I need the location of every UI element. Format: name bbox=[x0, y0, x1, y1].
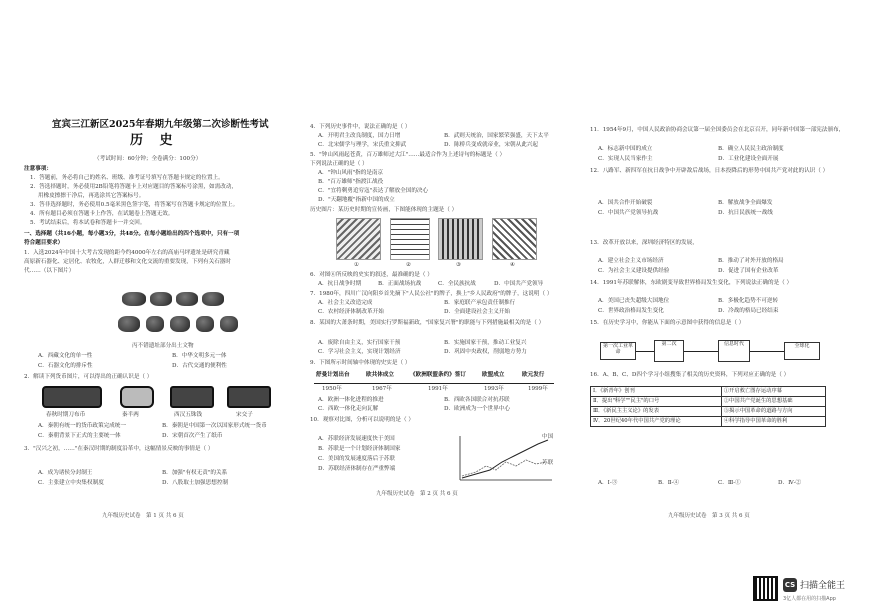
q2-label-2: 秦半两 bbox=[122, 412, 139, 418]
timeline-year: 1950年 bbox=[322, 386, 342, 392]
q2-option-a: A．秦朝有统一的货币政策完成统一 bbox=[38, 423, 126, 429]
q2-option-c: C．秦朝背景下正式的主要统一体 bbox=[38, 433, 121, 439]
section-1-heading-b: 符合题目要求） bbox=[24, 240, 64, 246]
q4-option-a: A．开明君主改良制度，国力日增 bbox=[318, 133, 401, 139]
diagram-box: 第二次 bbox=[654, 340, 684, 362]
q5-text-b: 下列说法正确的是（ ） bbox=[310, 161, 368, 167]
q2-option-d: D．宋朝首次产生了纸币 bbox=[162, 433, 223, 439]
relic-image bbox=[202, 292, 224, 306]
series-line-ussr bbox=[462, 460, 546, 476]
poster-image bbox=[492, 218, 537, 260]
q7-option-b: B．家庭联产承包责任制推行 bbox=[444, 300, 516, 306]
chart-legend-ussr: 苏联 bbox=[542, 460, 554, 466]
poster-label: ② bbox=[406, 262, 412, 268]
q13-option-c: C．为社会主义建设提供经验 bbox=[598, 268, 670, 274]
q10-option-b: B．苏联是一个计划经济体制国家 bbox=[318, 446, 401, 452]
table-cell: Ⅰ．《新青年》创刊 bbox=[591, 387, 722, 397]
q4-option-c: C．北宋儒学与理学，宋氏重文抑武 bbox=[318, 142, 407, 148]
relic-image bbox=[220, 316, 238, 332]
poster-image bbox=[336, 218, 381, 260]
page-footer: 九年级历史试卷 第 3 页 共 6 页 bbox=[668, 513, 750, 519]
scanner-logo-icon: CS bbox=[783, 578, 797, 592]
q8-option-b: B．实施国家干预，推动工业复兴 bbox=[444, 340, 527, 346]
q1-option-d: D．古代交通的便利性 bbox=[172, 363, 227, 369]
subject-title: 历 史 bbox=[130, 133, 179, 148]
q11-option-b: B．确立人民民主政治制度 bbox=[718, 146, 784, 152]
section-1-heading: 一、选择题（共16小题，每小题3分，共48分。在每小题给出的四个选项中，只有一项 bbox=[24, 231, 240, 237]
table-row bbox=[591, 407, 826, 417]
q11-option-a: A．标志新中国的成立 bbox=[598, 146, 653, 152]
timeline-year: 1967年 bbox=[372, 386, 392, 392]
table-cell: Ⅱ．提出"科学""民主"的口号 bbox=[591, 397, 722, 407]
q7-option-a: A．社会主义改造完成 bbox=[318, 300, 373, 306]
q16-option-c: C．Ⅲ-① bbox=[718, 480, 741, 486]
diagram-box: 信息时代 bbox=[718, 340, 750, 362]
coin-image bbox=[120, 386, 154, 408]
q1-option-c: C．石器文化的排斥性 bbox=[38, 363, 93, 369]
q3-option-b: B．加强"有权无责"的关系 bbox=[162, 470, 228, 476]
coin-image bbox=[227, 386, 271, 408]
q11-option-d: D．工业化建设全面开展 bbox=[718, 156, 779, 162]
poster-label: ④ bbox=[510, 262, 516, 268]
q5-option-c: C．"宜将剩勇追穷寇"表达了解放全国的决心 bbox=[318, 188, 429, 194]
table-cell: ④科学指导中国革命的胜利 bbox=[721, 417, 825, 427]
q1-text-3: 代……（以下图片） bbox=[24, 268, 75, 274]
timeline-event: 欧元发行 bbox=[522, 372, 545, 378]
q14-option-b: B．多极化趋势不可逆转 bbox=[718, 298, 779, 304]
q10-option-c: C．美国的发展速度落后于苏联 bbox=[318, 456, 395, 462]
timeline-year: 1991年 bbox=[428, 386, 448, 392]
note-2b: 用橡皮擦擦干净后，再选涂其它答案标号。 bbox=[38, 193, 145, 199]
q9-option-d: D．欧洲成为一个世界中心 bbox=[444, 406, 511, 412]
q4-text: 4．下列历史事件中，说法正确的是（ ） bbox=[310, 124, 411, 130]
q16-option-a: A．Ⅰ-③ bbox=[598, 480, 618, 486]
relic-image bbox=[176, 292, 198, 306]
q4-option-d: D．陈桥兵变成就帝业，宋朝从此兴起 bbox=[444, 142, 538, 148]
poster-image bbox=[438, 218, 483, 260]
q5-option-b: B．"百万雄师"指渡江战役 bbox=[318, 179, 384, 185]
q10-option-d: D．苏联经济体制存在严重弊端 bbox=[318, 466, 396, 472]
q16-option-b: B．Ⅱ-④ bbox=[658, 480, 679, 486]
q12-option-c: C．中国共产党领导抗战 bbox=[598, 210, 659, 216]
q2-label-3: 西汉五铢钱 bbox=[174, 412, 202, 418]
q3-option-a: A．成为诸侯分封制王 bbox=[38, 470, 93, 476]
q2-text: 2．解读下列货币图片，可以得出的正确认识是（ ） bbox=[24, 374, 153, 380]
q5-option-a: A．"钟山风雨"指的是南京 bbox=[318, 170, 384, 176]
relic-image bbox=[146, 316, 164, 332]
q12-option-d: D．抗日民族统一战线 bbox=[718, 210, 773, 216]
note-5: 5．考试结束后，将本试卷和答题卡一并交回。 bbox=[30, 220, 146, 226]
q9-option-a: A．欧洲一体化进程的推进 bbox=[318, 397, 384, 403]
poster-image bbox=[390, 218, 430, 260]
q11-option-c: C．实现人民当家作主 bbox=[598, 156, 653, 162]
timeline-year: 1993年 bbox=[484, 386, 504, 392]
note-3: 3．答非选择题时，务必使用0.5毫米黑色签字笔，将答案写在答题卡规定的位置上。 bbox=[30, 202, 239, 208]
q13-option-d: D．促进了国有企业改革 bbox=[718, 268, 779, 274]
q6-lead: 历史图片：某历史时期的宣传画，下图能体现的主题是（ ） bbox=[310, 207, 458, 213]
chart-legend-china: 中国 bbox=[542, 434, 554, 440]
q10-option-a: A．苏联经济发展速度快于美国 bbox=[318, 436, 395, 442]
q4-option-b: B．武则天统治，国家繁荣强盛，天下太平 bbox=[444, 133, 549, 139]
q3-option-c: C．主张建立中央集权制度 bbox=[38, 480, 104, 486]
diagram-arrow bbox=[684, 351, 718, 352]
q14-option-a: A．美国已丧失超级大国地位 bbox=[598, 298, 670, 304]
q12-option-a: A．国共合作开始破裂 bbox=[598, 200, 653, 206]
q11-text: 11．1954年9月，中国人民政治协商会议第一届全国委员会在北京召开，同年新中国第一部宪法颁布， bbox=[590, 127, 845, 133]
q7-text: 7．1980年，四川广汉向阳乡首先摘下"人民公社"的牌子，换上"乡人民政府"的牌子，这说明（ ） bbox=[310, 291, 553, 297]
relic-image bbox=[170, 316, 190, 332]
diagram-arrow bbox=[636, 351, 654, 352]
page-footer: 九年级历史试卷 第 1 页 共 6 页 bbox=[102, 513, 184, 519]
q5-text: 5．"钟山风雨起苍黄，百万雄师过大江"……最适合作为上述诗句的标题是（ ） bbox=[310, 152, 506, 158]
q9-option-c: C．西欧一体化走向瓦解 bbox=[318, 406, 379, 412]
q12-text: 12．八路军、新四军在抗日战争中开辟敌后战场，日本投降后的形势中国共产党对此的认识（ ） bbox=[590, 168, 829, 174]
q6-text: 6．对图⑥所反映的史实的叙述，最准确的是（ ） bbox=[310, 272, 433, 278]
q7-option-d: D．全面建设社会主义开始 bbox=[444, 309, 511, 315]
table-cell: ①开启救亡图存运动序幕 bbox=[721, 387, 825, 397]
page-footer: 九年级历史试卷 第 2 页 共 6 页 bbox=[376, 491, 458, 497]
table-row bbox=[591, 417, 826, 427]
table-row bbox=[591, 387, 826, 397]
relic-image bbox=[118, 316, 140, 332]
coin-image bbox=[42, 386, 102, 408]
q5-option-d: D．"天翻地覆"指新中国的成立 bbox=[318, 197, 395, 203]
poster-label: ① bbox=[354, 262, 360, 268]
timeline-event: 欧盟成立 bbox=[482, 372, 505, 378]
table-cell: ②中国共产党诞生的思想基础 bbox=[721, 397, 825, 407]
note-1: 1．答题前，务必将自己的姓名、班级、准考证号填写在答题卡规定的位置上。 bbox=[30, 175, 224, 181]
q9-text: 9．下图所示时间轴中体现的史实是（ ） bbox=[310, 360, 411, 366]
q14-option-c: C．世界政治格局发生变化 bbox=[598, 308, 664, 314]
q16-table bbox=[590, 386, 826, 427]
note-2: 2．答选择题时，务必使用2B铅笔将答题卡上对应题目的答案标号涂黑，如需改动， bbox=[30, 184, 238, 190]
table-cell: Ⅲ．《新民主主义论》的发表 bbox=[591, 407, 722, 417]
q8-option-a: A．废除自由主义，实行国家干预 bbox=[318, 340, 401, 346]
diagram-box: 第一次工业革命 bbox=[600, 342, 636, 360]
q8-option-d: D．巩固中央政权，削弱地方势力 bbox=[444, 349, 527, 355]
timeline-year: 1999年 bbox=[528, 386, 548, 392]
poster-label: ③ bbox=[456, 262, 462, 268]
q2-option-b: B．秦朝是中国第一次以国家形式统一货币 bbox=[162, 423, 267, 429]
q13-option-a: A．建立社会主义市场经济 bbox=[598, 258, 664, 264]
q2-label-1: 春秋时期刀布币 bbox=[46, 412, 86, 418]
scanner-app-name: 扫描全能王 bbox=[800, 581, 846, 591]
timeline-axis bbox=[314, 383, 554, 384]
exam-title: 宜宾三江新区2025年春期九年级第二次诊断性考试 bbox=[52, 119, 269, 130]
diagram-arrow bbox=[750, 351, 784, 352]
timeline-event: 《欧洲联盟条约》签订 bbox=[410, 372, 466, 378]
q15-text: 15．在历史学习中，你能从下面的示意图中获得的信息是（ ） bbox=[590, 320, 745, 326]
q1-text-1: 1．入选2024年中国十大考古发现的距今约4000年左右的高庙马坪遗址是研究青藏 bbox=[24, 250, 230, 256]
notes-heading: 注意事项： bbox=[24, 166, 52, 172]
q13-text: 13．改革开放以来，深圳经济特区的发展， bbox=[590, 240, 698, 246]
page-3 bbox=[588, 0, 858, 614]
table-cell: ③揭示中国革命的道路与方向 bbox=[721, 407, 825, 417]
scanner-app-tagline: 3亿人都在用的扫描App bbox=[783, 596, 836, 602]
q1-caption: 丙不错遗址部分出土文物 bbox=[132, 343, 194, 349]
q14-text: 14．1991年苏联解体，东欧剧变导致世界格局发生变化，下列说法正确的是（ ） bbox=[590, 280, 793, 286]
exam-info: （考试时间：60分钟；全卷满分：100分） bbox=[94, 156, 202, 162]
timeline-event: 欧共体成立 bbox=[366, 372, 394, 378]
table-cell: Ⅳ．20世纪40年代中国共产党的理论 bbox=[591, 417, 722, 427]
relic-image bbox=[122, 292, 146, 306]
q6-option-d: D．中国共产党领导 bbox=[494, 281, 544, 287]
q3-text: 3．"汉兴之初，……"在秦汉时期的制度沿革中，这幅情景反映的事情是（ ） bbox=[24, 446, 214, 452]
table-row bbox=[591, 397, 826, 407]
q3-option-d: D．八股取士加强思想控制 bbox=[162, 480, 229, 486]
relic-image bbox=[196, 316, 214, 332]
diagram-box: 全球化 bbox=[784, 342, 820, 360]
page-1 bbox=[22, 0, 290, 614]
q1-option-b: B．中华文明多元一体 bbox=[172, 353, 227, 359]
growth-chart bbox=[456, 432, 556, 484]
q16-text: 16．A、B、C、D四个学习小组搜集了相关的历史资料，下列对应正确的是（ ） bbox=[590, 372, 790, 378]
q6-option-b: B．正面战场抗战 bbox=[378, 281, 422, 287]
q10-text: 10．观察对比图，分析可以说明的是（ ） bbox=[310, 417, 414, 423]
relic-image bbox=[150, 292, 172, 306]
q9-option-b: B．西欧各国联合对抗苏联 bbox=[444, 397, 510, 403]
note-4: 4．所有题目必须在答题卡上作答，在试题卷上答题无效。 bbox=[30, 211, 174, 217]
q1-text-2: 高原新石器化、定居化、农牧化，人群迁移和文化交流的重要发现，下列有关石器时 bbox=[24, 259, 231, 265]
q8-text: 8．某国的大萧条时期，美国实行罗斯福新政，"国家复兴署"的职能与下列措施最相关的是（ ） bbox=[310, 320, 545, 326]
q2-label-4: 宋交子 bbox=[236, 412, 253, 418]
timeline-event: 舒曼计划出台 bbox=[316, 372, 350, 378]
q13-option-b: B．推动了对外开放的格局 bbox=[718, 258, 784, 264]
q1-option-a: A．西藏文化的单一性 bbox=[38, 353, 93, 359]
q16-option-d: D．Ⅳ-② bbox=[778, 480, 802, 486]
q7-option-c: C．农村经济体制改革开始 bbox=[318, 309, 384, 315]
q12-option-b: B．解放战争全面爆发 bbox=[718, 200, 773, 206]
page-2 bbox=[306, 0, 571, 614]
q8-option-c: C．学习社会主义，实现计划经济 bbox=[318, 349, 401, 355]
qr-code bbox=[753, 576, 778, 601]
q6-option-a: A．抗日战争时期 bbox=[318, 281, 362, 287]
q14-option-d: D．冷战的格局已经结束 bbox=[718, 308, 779, 314]
q6-option-c: C．全民族抗战 bbox=[438, 281, 476, 287]
coin-image bbox=[170, 386, 214, 408]
